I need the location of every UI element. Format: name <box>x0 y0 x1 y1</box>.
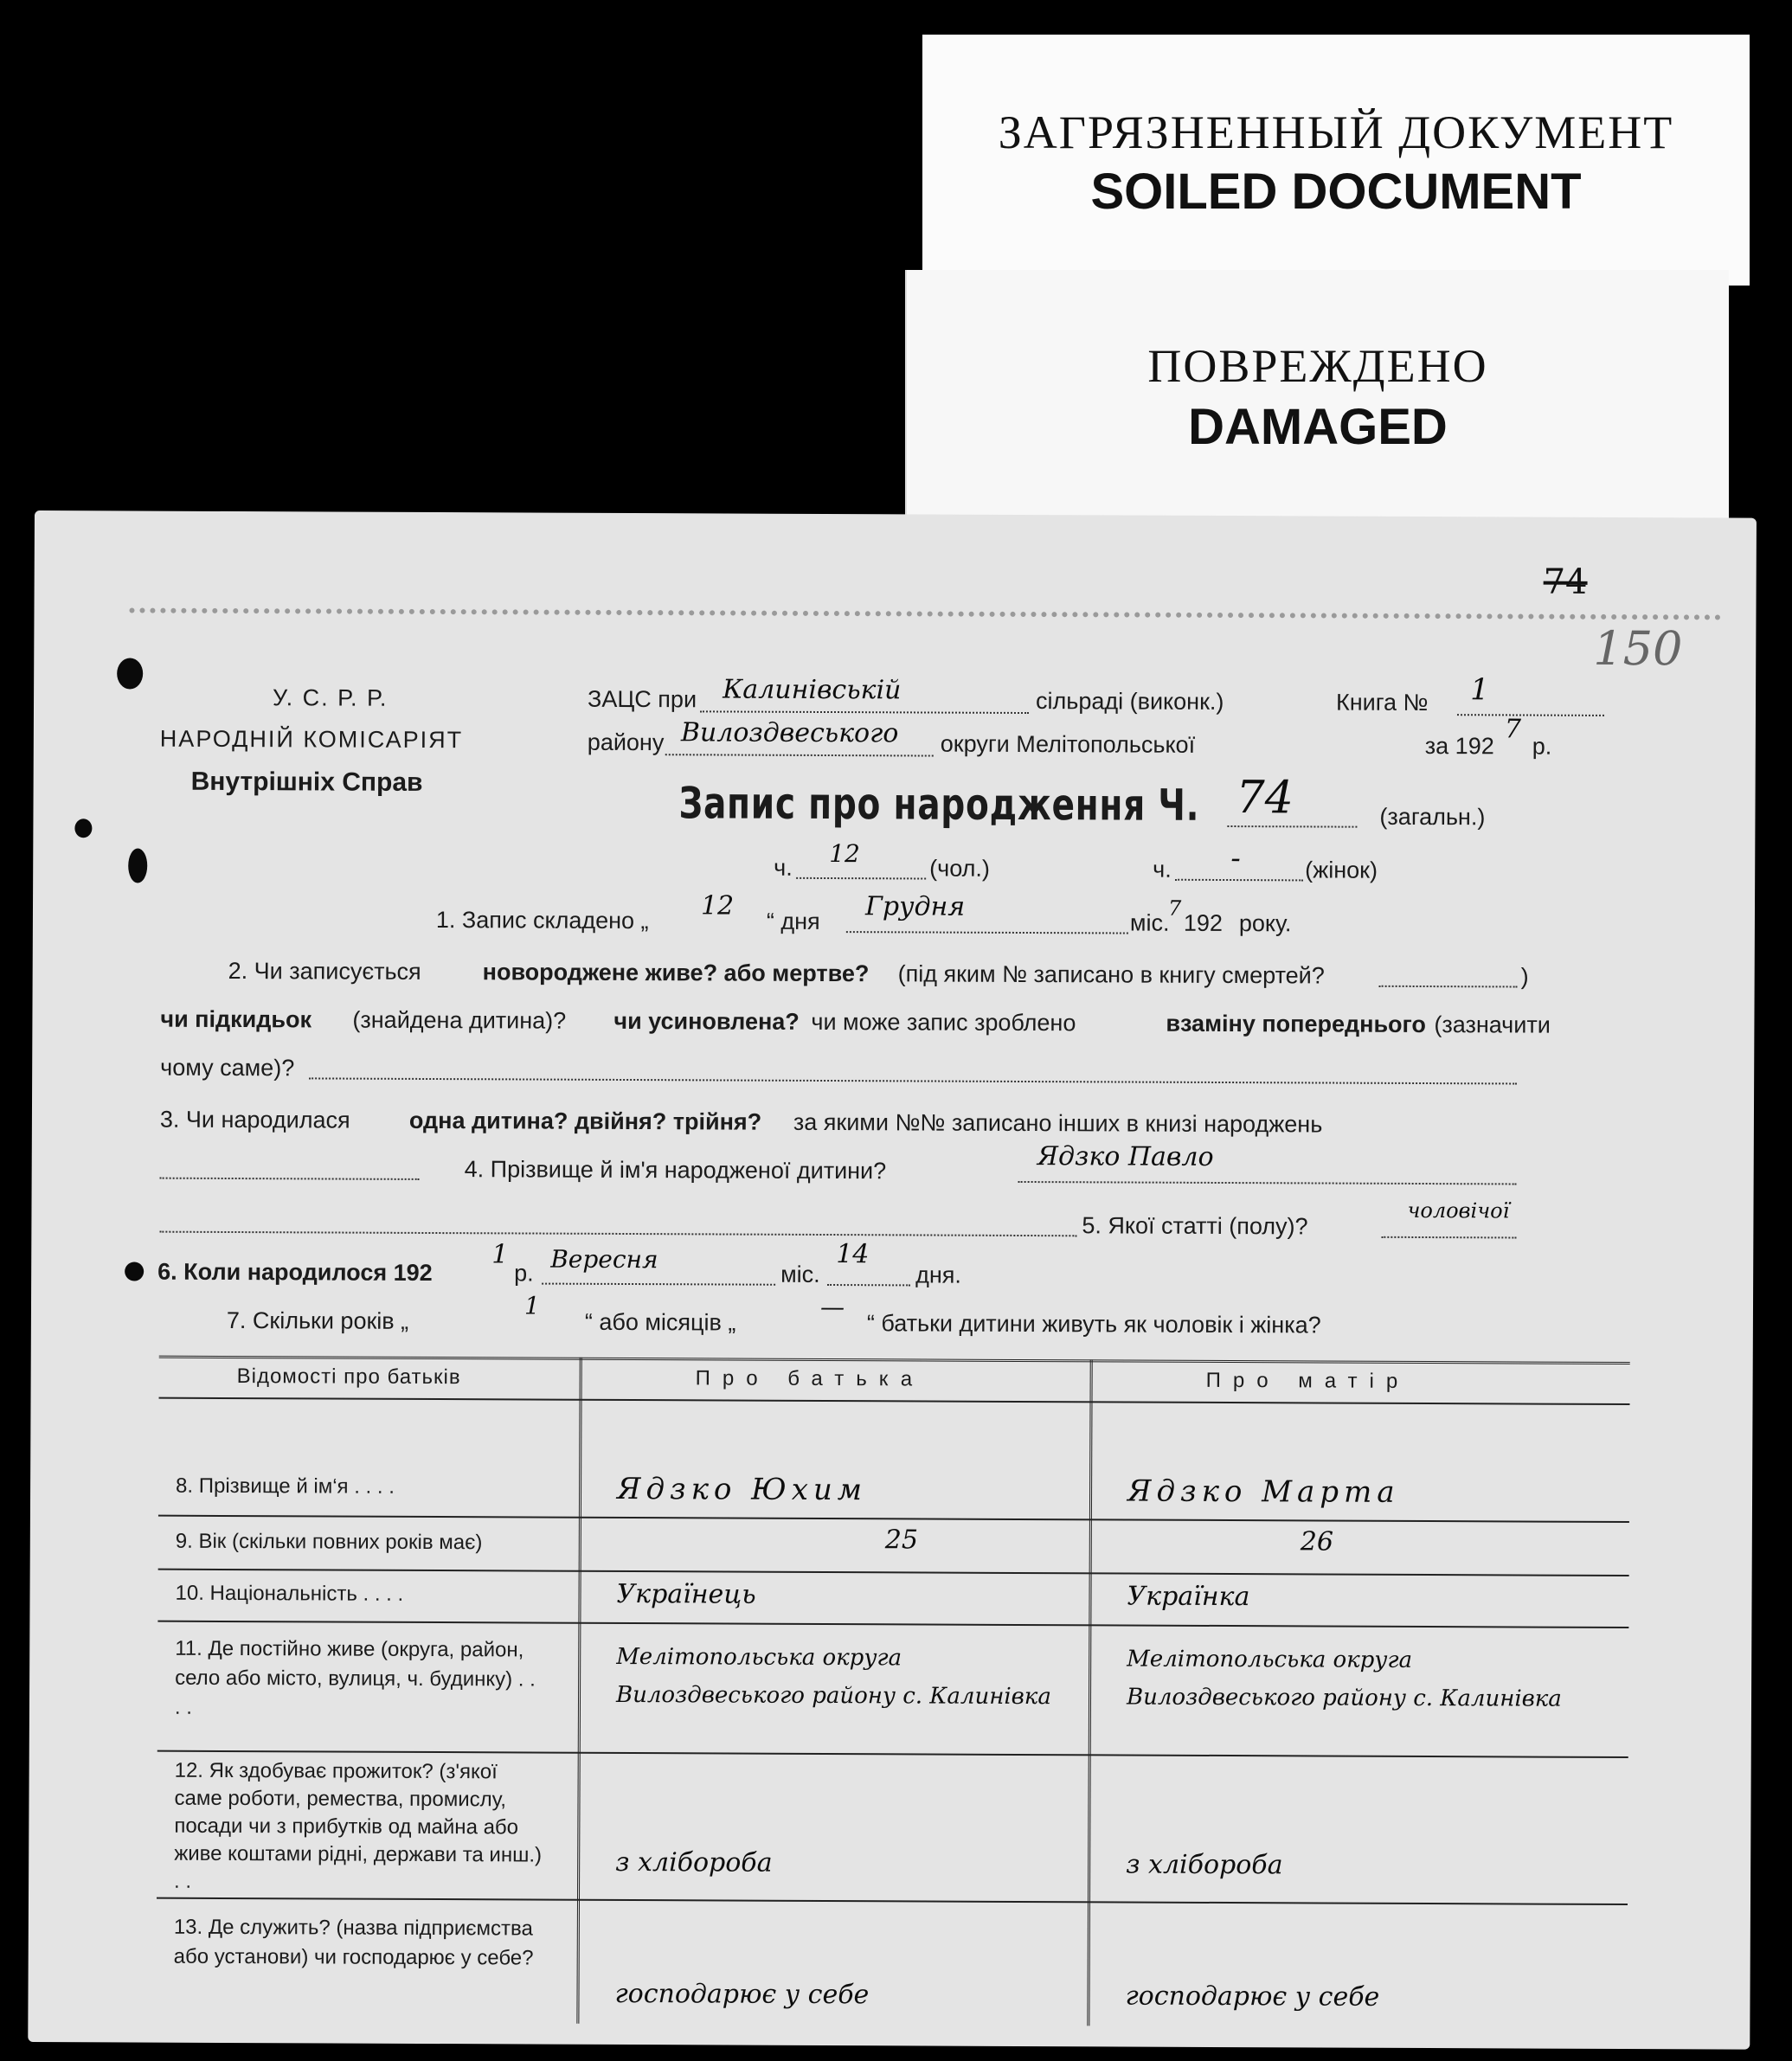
f1-year-prefix: 192 <box>1183 909 1224 936</box>
table-row <box>158 1397 1630 1523</box>
row-label: 8. Прізвище й ім‘я . . . . <box>176 1474 395 1499</box>
f7-rest: “ батьки дитини живуть як чоловік і жінка? <box>866 1310 1321 1339</box>
table-row <box>156 1897 1628 2028</box>
book-line <box>1457 714 1604 716</box>
book-label: Книга № <box>1335 689 1429 716</box>
f7-years: 1 <box>523 1291 540 1320</box>
soiled-label-ru: ЗАГРЯЗНЕННЫЙ ДОКУМЕНТ <box>998 106 1674 158</box>
year-value: 7 <box>1504 714 1522 745</box>
republic-abbr: У. С. Р. Р. <box>272 684 389 711</box>
f6-month: Вересня <box>550 1244 658 1274</box>
f4-line <box>1018 1181 1517 1185</box>
f6-year: 1 <box>491 1239 509 1270</box>
table-row <box>158 1515 1629 1576</box>
row-label: 9. Вік (скільки повних років має) <box>175 1529 483 1555</box>
female-value: - <box>1230 841 1241 876</box>
book-value: 1 <box>1470 672 1489 708</box>
f2b-bold2: чи усиновлена? <box>613 1007 800 1035</box>
f2b-text2: чи може запис зроблено <box>811 1008 1076 1037</box>
ministry-name: Внутрішніх Справ <box>190 767 423 797</box>
soiled-label-en: SOILED DOCUMENT <box>1090 164 1582 220</box>
father-employment: господарює у себе <box>614 1978 870 2011</box>
f7-label: 7. Скільки років „ <box>226 1307 409 1334</box>
table-row <box>157 1569 1628 1628</box>
f6-day-line <box>827 1284 910 1286</box>
f1-month: Грудня <box>864 891 966 922</box>
total-label: (загальн.) <box>1379 803 1486 831</box>
f2b-bold1: чи підкидьок <box>160 1005 312 1033</box>
archive-number: 150 <box>1593 620 1683 677</box>
f3-rest: за якими №№ записано інших в книзі народжень <box>793 1108 1323 1138</box>
record-number-line <box>1227 825 1357 828</box>
soiled-document-label <box>922 35 1750 286</box>
zags-label: ЗАЦС при <box>587 685 697 713</box>
birth-record-form <box>28 510 1757 2050</box>
f2b-bold3: взаміну попереднього <box>1166 1010 1427 1038</box>
header-mother: Про матір <box>1205 1368 1410 1393</box>
district-line <box>665 754 934 756</box>
f7-mid: “ або місяців „ <box>584 1308 736 1336</box>
punch-hole <box>117 658 143 689</box>
f6-r: р. <box>514 1260 534 1287</box>
f3-bold: одна дитина? двійня? трійня? <box>408 1107 762 1135</box>
f7-months: — <box>819 1292 845 1322</box>
f1-label: 1. Запис складено „ <box>435 907 649 934</box>
year-suffix: р. <box>1532 733 1552 760</box>
f2-bold: новороджене живе? або мертве? <box>482 959 870 987</box>
f3-prefix: 3. Чи народилася <box>159 1106 350 1133</box>
f6-day: 14 <box>836 1239 870 1270</box>
form-title: Запис про народження Ч. <box>678 778 1200 831</box>
mother-residence: Мелітопольська округа Вилоздвеського району с. Калинівка <box>1126 1646 1562 1712</box>
page-number: 74 <box>1543 562 1588 602</box>
punch-hole <box>128 848 147 883</box>
f2-prefix: 2. Чи записується <box>228 957 421 985</box>
damaged-document-label <box>905 270 1729 555</box>
header-info: Відомості про батьків <box>236 1364 461 1390</box>
f5-leading-line <box>159 1231 1076 1237</box>
perforation-line <box>129 607 1721 620</box>
f5-value: чоловічої <box>1407 1197 1510 1223</box>
f1-month-line <box>846 931 1128 934</box>
year-label: за 192 <box>1424 733 1494 760</box>
mother-livelihood: з хлібороба <box>1126 1849 1283 1881</box>
father-name: Ядзко Юхим <box>616 1471 868 1508</box>
f1-day-label: “ дня <box>766 908 820 934</box>
f2-line <box>1379 986 1518 988</box>
row-label: 10. Національність . . . . <box>175 1581 404 1606</box>
mother-name: Ядзко Марта <box>1127 1474 1400 1510</box>
f5-label: 5. Якої статті (полу)? <box>1082 1212 1308 1240</box>
f2c-line <box>309 1077 1517 1084</box>
damaged-label-en: DAMAGED <box>1188 399 1448 455</box>
f2-rest: (під яким № записано в книгу смертей? <box>897 960 1325 989</box>
table-row <box>157 1621 1629 1758</box>
header-father: Про батька <box>695 1366 925 1391</box>
row-label: 13. Де служить? (назва підприємства або установи) чи господарює у себе? <box>173 1915 534 1970</box>
council-label: сільраді (виконк.) <box>1035 688 1224 715</box>
father-residence: Мелітопольська округа Вилоздвеського району с. Калинівка <box>615 1643 1051 1711</box>
f4-leading-line <box>160 1178 420 1180</box>
f1-day: 12 <box>700 890 735 921</box>
district-value: Вилоздвеського <box>680 717 899 749</box>
f2b-text3: (зазначити <box>1434 1011 1551 1038</box>
mother-age: 26 <box>1300 1526 1334 1557</box>
row-label: 12. Як здобуває прожиток? (з'якої саме роботи, ремества, промислу, посади чи з прибутків од майна або живе коштами рідні, держави та инш.) . . <box>174 1758 543 1893</box>
f6-label: 6. Коли народилося 192 <box>157 1258 433 1287</box>
male-ch: ч. <box>774 854 793 881</box>
f2c-text: чому саме)? <box>160 1054 295 1082</box>
parents-table <box>159 1356 1630 2013</box>
commissariat-name: НАРОДНІЙ КОМІСАРІЯТ <box>159 725 464 754</box>
f2b-text1: (знайдена дитина)? <box>352 1006 567 1034</box>
zags-line <box>700 710 1029 714</box>
row-label: 11. Де постійно живе (округа, район, село або місто, вулиця, ч. будинку) . . . . <box>174 1636 536 1719</box>
district-label: району <box>587 729 665 756</box>
female-label: (жінок) <box>1305 857 1378 883</box>
record-number: 74 <box>1236 772 1294 825</box>
female-line <box>1175 879 1303 882</box>
f6-month-line <box>542 1283 775 1286</box>
male-value: 12 <box>829 839 860 869</box>
f1-year-suffix: року. <box>1238 910 1292 937</box>
f5-line <box>1381 1236 1516 1239</box>
father-livelihood: з хлібороба <box>615 1846 773 1878</box>
father-nationality: Українець <box>616 1578 756 1610</box>
f2-close: ) <box>1520 963 1529 990</box>
f4-label: 4. Прізвище й ім'я народженої дитини? <box>464 1156 887 1185</box>
f1-month-label: міс. <box>1129 909 1170 936</box>
f4-value: Ядзко Павло <box>1037 1141 1214 1172</box>
table-row <box>157 1750 1628 1905</box>
f6-month-label: міс. <box>780 1261 820 1287</box>
punch-hole <box>125 1262 144 1281</box>
mother-employment: господарює у себе <box>1125 1981 1380 2013</box>
mother-nationality: Українка <box>1127 1581 1250 1613</box>
zags-value: Калинівській <box>723 674 902 706</box>
okrug-label: округи Мелітопольської <box>940 730 1196 758</box>
f1-year-digit: 7 <box>1167 896 1182 921</box>
f6-day-label: дня. <box>915 1262 962 1288</box>
male-line <box>796 877 926 880</box>
father-age: 25 <box>884 1525 919 1556</box>
female-ch: ч. <box>1153 856 1172 883</box>
male-label: (чол.) <box>929 855 991 882</box>
damaged-label-ru: ПОВРЕЖДЕНО <box>1147 340 1488 392</box>
punch-hole <box>74 819 92 838</box>
